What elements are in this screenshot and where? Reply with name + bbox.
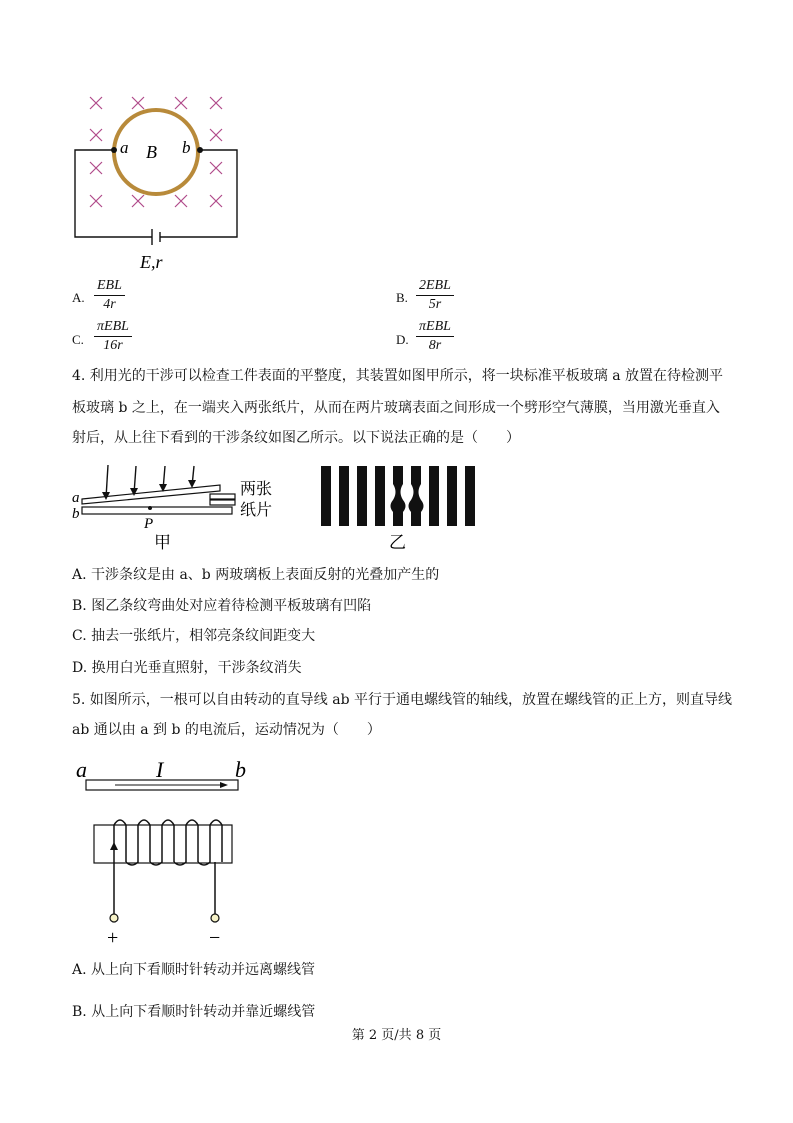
label-source: E,r	[140, 252, 163, 272]
q3-option-a-letter: A.	[72, 290, 85, 305]
q5-option-a: A. 从上向下看顺时针转动并远离螺线管	[72, 962, 316, 978]
fig-label-b: b	[235, 757, 246, 782]
q4-option-b: B. 图乙条纹弯曲处对应着待检测平板玻璃有凹陷	[72, 598, 372, 614]
q3-option-b-letter: B.	[396, 290, 408, 305]
q5-option-b: B. 从上向下看顺时针转动并靠近螺线管	[72, 1004, 316, 1020]
fig-label-a: a	[72, 490, 80, 506]
fig-label-plus: +	[107, 927, 119, 949]
q5-stem-line1: 5. 如图所示，一根可以自由转动的直导线 ab 平行于通电螺线管的轴线，放置在螺线管的正上方，则直导线	[72, 692, 733, 708]
figure-yi-fringes	[315, 462, 485, 554]
q3-option-d-letter: D.	[396, 332, 409, 347]
q4-option-a: A. 干涉条纹是由 a、b 两玻璃板上表面反射的光叠加产生的	[72, 567, 440, 583]
figure-wire-solenoid	[70, 752, 270, 952]
fig-label-jia: 甲	[154, 533, 171, 552]
solenoid-coils	[114, 820, 222, 914]
q3-option-c-fraction: πEBL 16r	[94, 319, 132, 354]
fig-label-b: b	[72, 506, 80, 522]
q4-option-d: D. 换用白光垂直照射，干涉条纹消失	[72, 660, 302, 676]
q4-stem-line3: 射后，从上往下看到的干涉条纹如图乙所示。以下说法正确的是（ ）	[72, 430, 520, 446]
fig-label-P: P	[144, 516, 154, 532]
q4-option-c: C. 抽去一张纸片，相邻亮条纹间距变大	[72, 628, 316, 644]
fig-label-I: I	[156, 757, 164, 782]
label-B: B	[146, 142, 157, 162]
q3-option-c-letter: C.	[72, 332, 84, 347]
q5-stem-line2: ab 通以由 a 到 b 的电流后，运动情况为（ ）	[72, 722, 381, 738]
fig-label-minus: −	[209, 927, 221, 949]
figure-ring-circuit	[60, 85, 260, 275]
label-b: b	[182, 138, 191, 157]
fig-label-a: a	[76, 757, 87, 782]
q3-option-b-fraction: 2EBL 5r	[416, 278, 454, 313]
q4-stem-line1: 4. 利用光的干涉可以检查工件表面的平整度，其装置如图甲所示，将一块标准平板玻璃 a 放置在待检测平	[72, 368, 724, 384]
fig-label-yi: 乙	[389, 533, 406, 552]
label-a: a	[120, 138, 129, 157]
fig-label-paper-1: 两张	[240, 481, 273, 498]
q4-stem-line2: 板玻璃 b 之上，在一端夹入两张纸片，从而在两片玻璃表面之间形成一个劈形空气薄膜，当用激光垂直入	[72, 400, 720, 416]
page-footer: 第 2 页/共 8 页	[351, 1028, 442, 1043]
q3-option-a-fraction: EBL 4r	[94, 278, 125, 313]
q3-option-d-fraction: πEBL 8r	[416, 319, 454, 354]
fig-label-paper-2: 纸片	[240, 502, 273, 519]
figure-jia-wedge	[70, 460, 285, 555]
